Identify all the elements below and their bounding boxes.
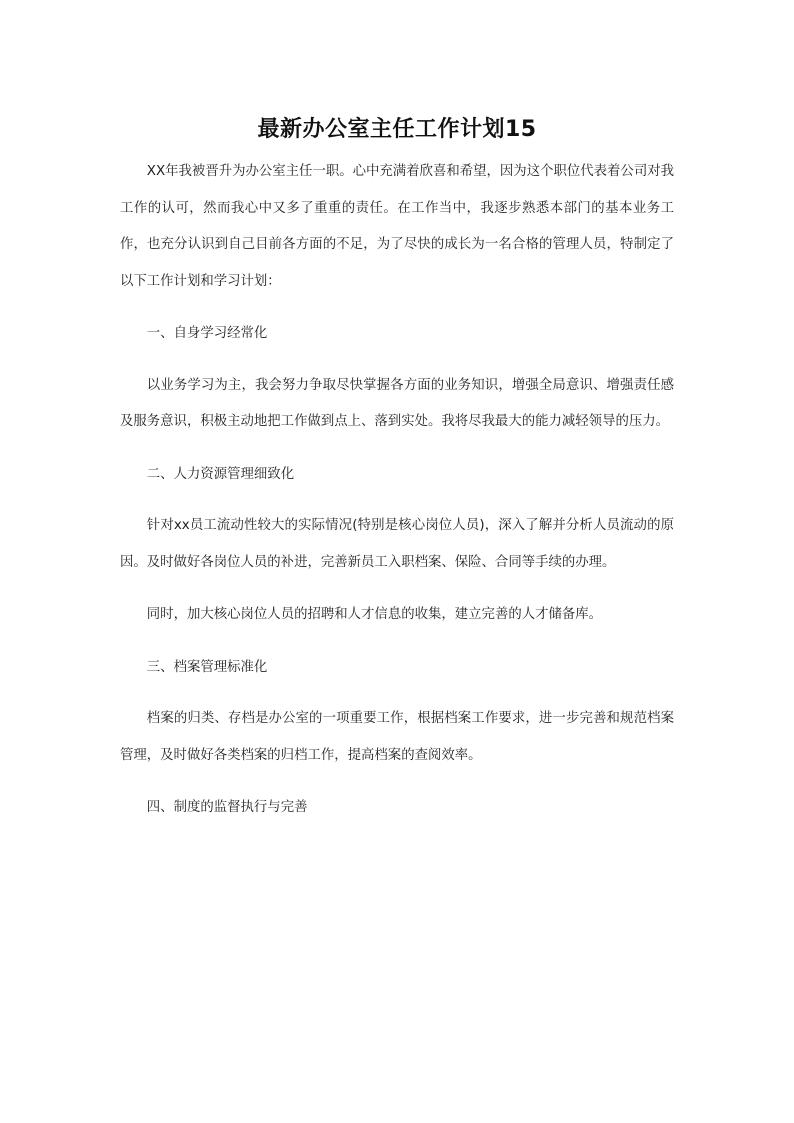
paragraph-section-1: 以业务学习为主，我会努力争取尽快掌握各方面的业务知识，增强全局意识、增强责任感及服务意识，积极主动地把工作做到点上、落到实处。我将尽我最大的能力减轻领导的压力。 — [120, 377, 674, 429]
paragraph-section-2b: 同时，加大核心岗位人员的招聘和人才信息的收集，建立完善的人才储备库。 — [146, 607, 603, 622]
section-heading-3: 三、档案管理标准化 — [146, 659, 268, 675]
section-heading-4: 四、制度的监督执行与完善 — [146, 800, 308, 815]
document-title: 最新办公室主任工作计划15 — [257, 117, 537, 142]
section-heading-1: 一、自身学习经常化 — [146, 326, 268, 341]
paragraph-section-2a: 针对xx员工流动性较大的实际情况(特别是核心岗位人员)，深入了解并分析人员流动的原因。及时做好各岗位人员的补进，完善新员工入职档案、保险、合同等手续的办理。 — [120, 518, 674, 570]
paragraph-intro: XX年我被晋升为办公室主任一职。心中充满着欣喜和希望，因为这个职位代表着公司对我工作的认可，然而我心中又多了重重的责任。在工作当中，我逐步熟悉本部门的基本业务工作，也充分认识到自己目前各方面的不足，为了尽快的成长为一名合格的管理人员，特制定了以下工作计划和学习计划： — [120, 164, 674, 289]
paragraph-section-3: 档案的归类、存档是办公室的一项重要工作，根据档案工作要求，进一步完善和规范档案管理，及时做好各类档案的归档工作，提高档案的查阅效率。 — [120, 711, 674, 763]
document-body — [120, 154, 674, 842]
section-heading-2: 二、人力资源管理细致化 — [146, 466, 295, 482]
